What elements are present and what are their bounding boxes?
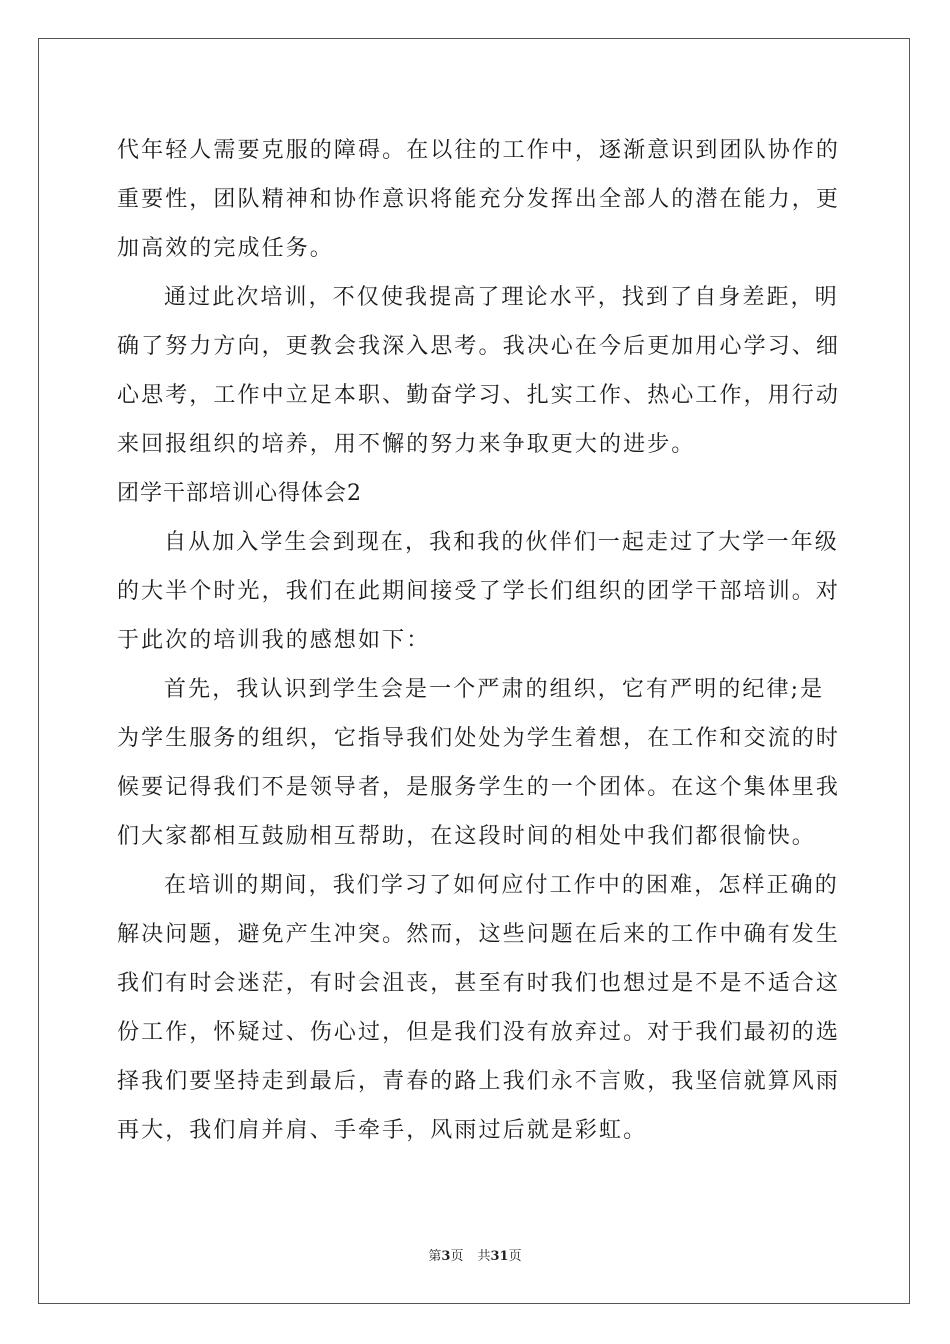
text-line: 的大半个时光，我们在此期间接受了学长们组织的团学干部培训。对	[117, 579, 841, 604]
total-pages: 31	[490, 1249, 509, 1264]
page-footer	[0, 1245, 950, 1264]
page-suffix: 页	[450, 1249, 464, 1264]
text-line: 们大家都相互鼓励相互帮助，在这段时间的相处中我们都很愉快。	[117, 824, 816, 849]
page-prefix: 第	[428, 1249, 442, 1264]
document-body	[117, 126, 841, 1155]
text-line: 我们有时会迷茫，有时会沮丧，甚至有时我们也想过是不是不适合这	[117, 971, 841, 996]
text-line: 在培训的期间，我们学习了如何应付工作中的困难，怎样正确的	[164, 873, 839, 898]
text-line: 为学生服务的组织，它指导我们处处为学生着想，在工作和交流的时	[117, 726, 841, 751]
total-prefix: 共	[477, 1249, 491, 1264]
section-heading: 团学干部培训心得体会2	[117, 481, 362, 506]
text-line: 心思考，工作中立足本职、勤奋学习、扎实工作、热心工作，用行动	[117, 383, 841, 408]
text-line: 择我们要坚持走到最后，青春的路上我们永不言败，我坚信就算风雨	[117, 1069, 841, 1094]
text-line: 代年轻人需要克服的障碍。在以往的工作中，逐渐意识到团队协作的	[117, 138, 841, 163]
page-number: 3	[441, 1249, 451, 1264]
text-line: 解决问题，避免产生冲突。然而，这些问题在后来的工作中确有发生	[117, 922, 841, 947]
text-line: 候要记得我们不是领导者，是服务学生的一个团体。在这个集体里我	[117, 775, 841, 800]
text-line: 通过此次培训，不仅使我提高了理论水平，找到了自身差距，明	[164, 285, 839, 310]
text-line: 再大，我们肩并肩、手牵手，风雨过后就是彩虹。	[117, 1118, 648, 1143]
text-line: 于此次的培训我的感想如下：	[117, 628, 431, 653]
total-suffix: 页	[508, 1249, 522, 1264]
text-line: 来回报组织的培养，用不懈的努力来争取更大的进步。	[117, 432, 696, 457]
text-line: 自从加入学生会到现在，我和我的伙伴们一起走过了大学一年级	[164, 530, 839, 555]
text-line: 确了努力方向，更教会我深入思考。我决心在今后更加用心学习、细	[117, 334, 841, 359]
text-line: 加高效的完成任务。	[117, 236, 334, 261]
text-line: 首先，我认识到学生会是一个严肃的组织，它有严明的纪律;是	[164, 677, 825, 702]
text-line: 份工作，怀疑过、伤心过，但是我们没有放弃过。对于我们最初的选	[117, 1020, 841, 1045]
text-line: 重要性，团队精神和协作意识将能充分发挥出全部人的潜在能力，更	[117, 187, 841, 212]
